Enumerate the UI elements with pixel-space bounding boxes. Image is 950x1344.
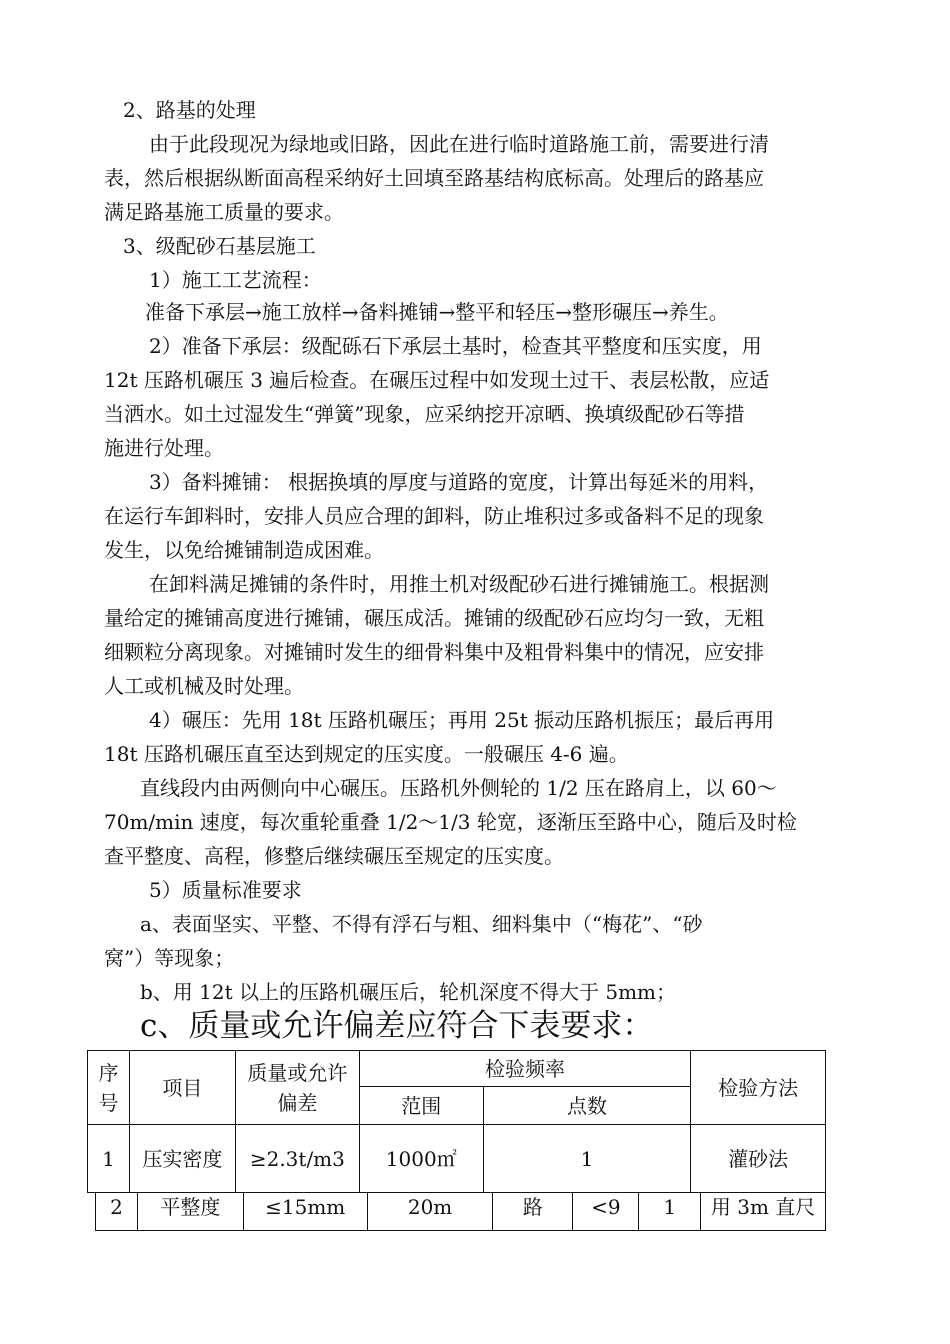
process-flow: 准备下承层→施工放样→备料摊铺→整平和轻压→整形碾压→养生。 xyxy=(145,300,729,324)
paragraph-line: 70m/min 速度，每次重轮重叠 1/2～1/3 轮宽，逐渐压至路中心，随后及时检 xyxy=(104,810,797,834)
paragraph-line: 满足路基施工质量的要求。 xyxy=(104,200,344,224)
section-heading-subgrade: 2、路基的处理 xyxy=(123,98,256,122)
header-seq: 序号 xyxy=(88,1051,130,1125)
cell-tolerance: ≥2.3t/m3 xyxy=(235,1125,359,1193)
header-points: 点数 xyxy=(483,1087,691,1125)
paragraph-line: 直线段内由两侧向中心碾压。压路机外侧轮的 1/2 压在路肩上，以 60～ xyxy=(140,776,777,800)
cell-seq: 1 xyxy=(88,1125,130,1193)
paragraph-line: 发生，以免给摊铺制造成困难。 xyxy=(104,538,384,562)
paragraph-line: a、表面坚实、平整、不得有浮石与粗、细料集中（“梅花”、“砂 xyxy=(140,912,703,936)
table-heading: c、质量或允许偏差应符合下表要求： xyxy=(140,1008,654,1044)
paragraph-line: 在运行车卸料时，安排人员应合理的卸料，防止堆积过多或备料不足的现象 xyxy=(104,504,764,528)
header-method: 检验方法 xyxy=(691,1051,826,1125)
paragraph-line: 12t 压路机碾压 3 遍后检查。在碾压过程中如发现土过干、表层松散，应适 xyxy=(104,368,770,392)
header-tolerance: 质量或允许偏差 xyxy=(235,1051,359,1125)
paragraph-line: 3）备料摊铺： 根据换填的厚度与道路的宽度，计算出每延米的用料， xyxy=(149,470,769,494)
paragraph-line: 量给定的摊铺高度进行摊铺，碾压成活。摊铺的级配砂石应均匀一致，无粗 xyxy=(104,606,764,630)
subheading-process: 1）施工工艺流程： xyxy=(149,268,322,292)
paragraph-line: 窝”）等现象； xyxy=(104,946,235,970)
paragraph-line: 18t 压路机碾压直至达到规定的压实度。一般碾压 4-6 遍。 xyxy=(104,742,629,766)
quality-table xyxy=(87,1050,826,1193)
cell-range: 1000㎡ xyxy=(359,1125,483,1193)
header-item: 项目 xyxy=(129,1051,235,1125)
cell-points: 1 xyxy=(483,1125,691,1193)
paragraph-line: 细颗粒分离现象。对摊铺时发生的细骨料集中及粗骨料集中的情况，应安排 xyxy=(104,640,764,664)
header-range: 范围 xyxy=(359,1087,483,1125)
paragraph-line: 2）准备下承层：级配砾石下承层土基时，检查其平整度和压实度，用 xyxy=(149,334,762,358)
cell-sub-1: 路 xyxy=(493,1192,573,1230)
cell-sub-3: 1 xyxy=(639,1192,701,1230)
paragraph-line: b、用 12t 以上的压路机碾压后，轮机深度不得大于 5mm； xyxy=(140,980,677,1004)
paragraph-line: 施进行处理。 xyxy=(104,436,224,460)
cell-range: 20m xyxy=(367,1192,493,1230)
paragraph-line: 表，然后根据纵断面高程采纳好土回填至路基结构底标高。处理后的路基应 xyxy=(104,166,764,190)
cell-sub-2: <9 xyxy=(573,1192,639,1230)
cell-item: 平整度 xyxy=(137,1192,243,1230)
cell-method: 用 3m 直尺 xyxy=(701,1192,826,1230)
section-heading-base: 3、级配砂石基层施工 xyxy=(123,234,316,258)
paragraph-line: 当洒水。如土过湿发生“弹簧”现象，应采纳挖开凉晒、换填级配砂石等措 xyxy=(104,402,745,426)
cell-tolerance: ≤15mm xyxy=(243,1192,367,1230)
paragraph-line: 在卸料满足摊铺的条件时，用推土机对级配砂石进行摊铺施工。根据测 xyxy=(149,572,769,596)
cell-seq: 2 xyxy=(96,1192,138,1230)
paragraph-line: 由于此段现况为绿地或旧路，因此在进行临时道路施工前，需要进行清 xyxy=(149,132,769,156)
cell-method: 灌砂法 xyxy=(691,1125,826,1193)
paragraph-line: 人工或机械及时处理。 xyxy=(104,674,304,698)
header-frequency: 检验频率 xyxy=(359,1051,690,1087)
subheading-quality: 5）质量标准要求 xyxy=(149,878,302,902)
cell-item: 压实密度 xyxy=(129,1125,235,1193)
quality-table-continued xyxy=(95,1192,826,1231)
paragraph-line: 4）碾压：先用 18t 压路机碾压；再用 25t 振动压路机振压；最后再用 xyxy=(149,708,775,732)
paragraph-line: 查平整度、高程，修整后继续碾压至规定的压实度。 xyxy=(104,844,564,868)
